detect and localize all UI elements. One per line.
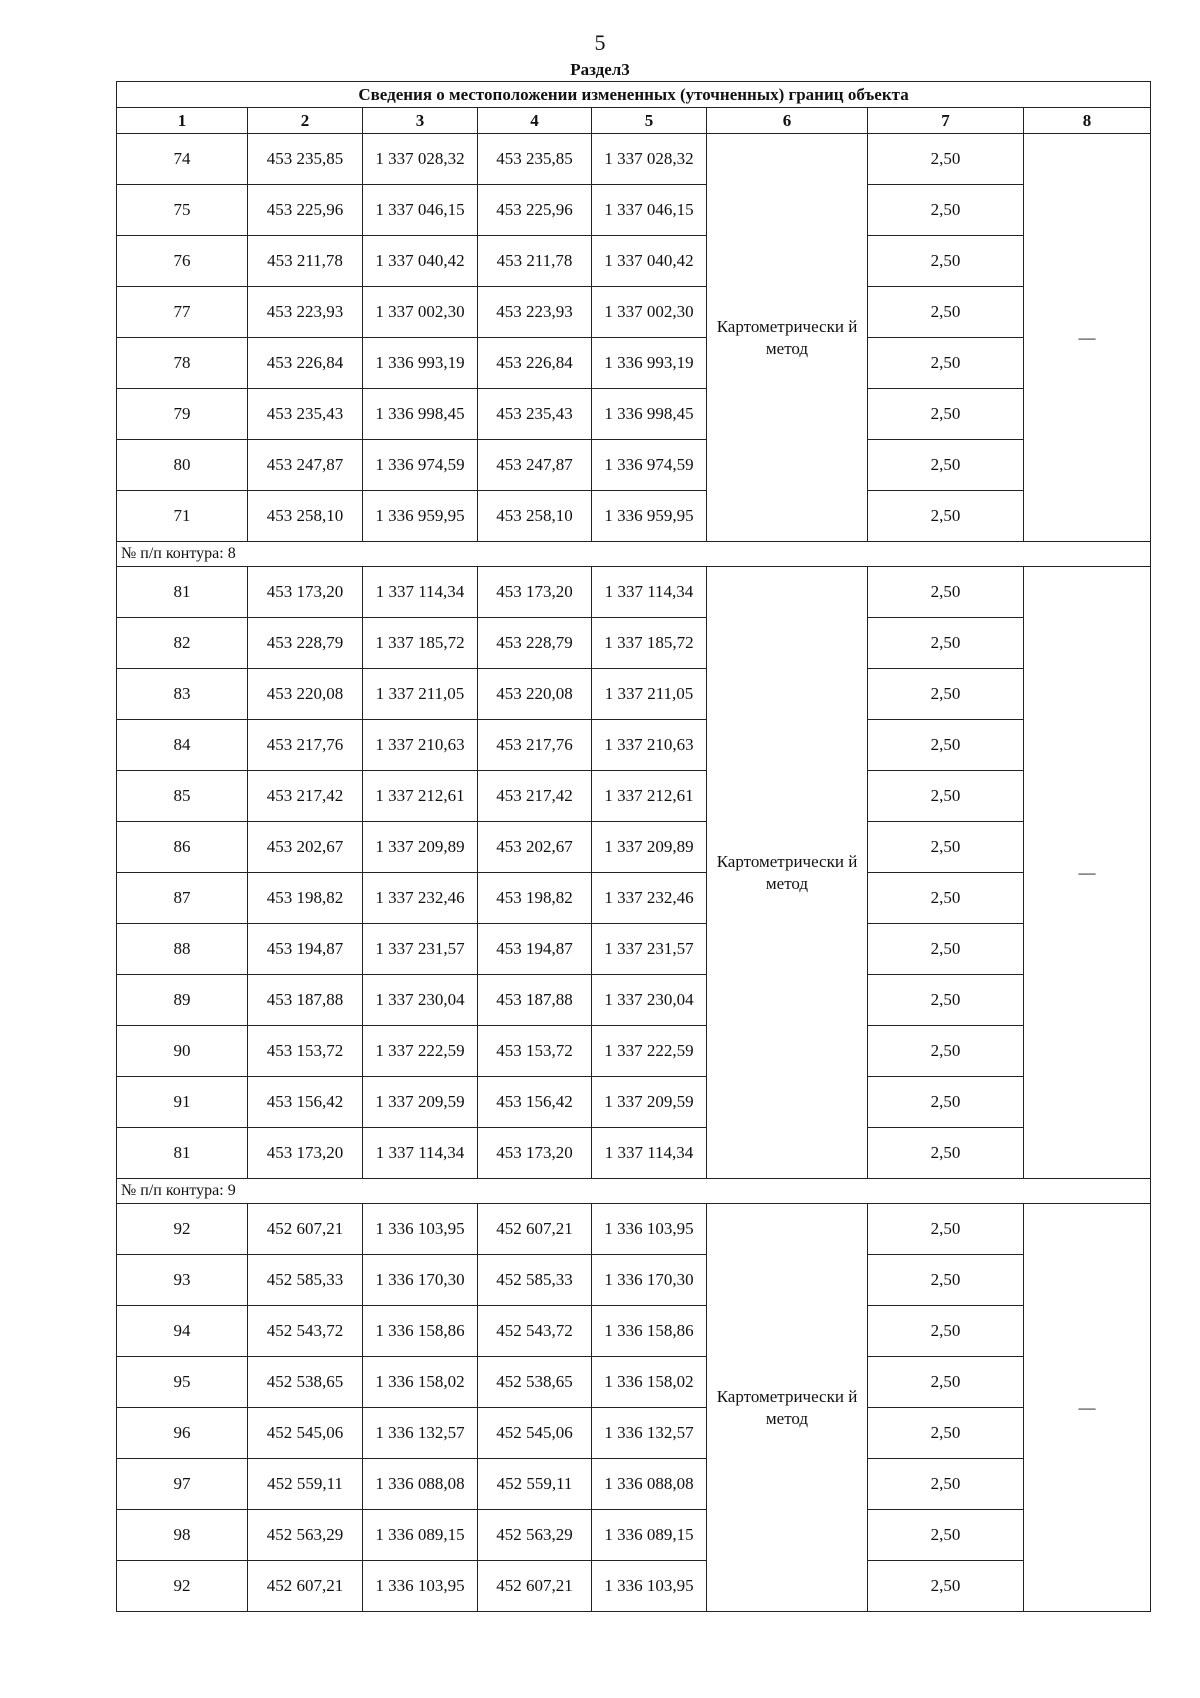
accuracy-cell: 2,50 [868,236,1024,287]
page-number: 5 [594,30,606,55]
y-coordinate-cell: 1 337 230,04 [363,975,478,1026]
accuracy-cell: 2,50 [868,1408,1024,1459]
point-number-cell: 74 [117,134,248,185]
table-row [117,1357,1151,1408]
column-8-dash-cell: — [1024,1204,1151,1612]
y-coordinate-cell: 1 337 040,42 [592,236,707,287]
y-coordinate-cell: 1 337 211,05 [363,669,478,720]
accuracy-cell: 2,50 [868,873,1024,924]
point-number-cell: 90 [117,1026,248,1077]
y-coordinate-cell: 1 336 170,30 [592,1255,707,1306]
table-row [117,491,1151,542]
point-number-cell: 95 [117,1357,248,1408]
x-coordinate-cell: 453 194,87 [248,924,363,975]
y-coordinate-cell: 1 336 088,08 [363,1459,478,1510]
y-coordinate-cell: 1 337 209,59 [363,1077,478,1128]
table-row [117,389,1151,440]
x-coordinate-cell: 453 194,87 [478,924,592,975]
point-number-cell: 81 [117,567,248,618]
point-number-cell: 71 [117,491,248,542]
y-coordinate-cell: 1 336 998,45 [592,389,707,440]
x-coordinate-cell: 453 202,67 [478,822,592,873]
point-number-cell: 96 [117,1408,248,1459]
y-coordinate-cell: 1 337 231,57 [363,924,478,975]
table-row [117,236,1151,287]
y-coordinate-cell: 1 336 089,15 [592,1510,707,1561]
x-coordinate-cell: 453 211,78 [248,236,363,287]
column-number-header: 6 [707,108,868,134]
accuracy-cell: 2,50 [868,1561,1024,1612]
accuracy-cell: 2,50 [868,1026,1024,1077]
table-body [117,134,1151,1612]
y-coordinate-cell: 1 337 232,46 [363,873,478,924]
point-number-cell: 75 [117,185,248,236]
x-coordinate-cell: 452 545,06 [478,1408,592,1459]
y-coordinate-cell: 1 337 210,63 [363,720,478,771]
point-number-cell: 82 [117,618,248,669]
y-coordinate-cell: 1 337 209,59 [592,1077,707,1128]
column-8-dash-cell: — [1024,134,1151,542]
y-coordinate-cell: 1 336 993,19 [363,338,478,389]
point-number-cell: 98 [117,1510,248,1561]
x-coordinate-cell: 453 173,20 [478,567,592,618]
table-row [117,1204,1151,1255]
y-coordinate-cell: 1 337 232,46 [592,873,707,924]
point-number-cell: 81 [117,1128,248,1179]
contour-label: № п/п контура: 8 [117,542,1151,567]
x-coordinate-cell: 453 247,87 [248,440,363,491]
point-number-cell: 79 [117,389,248,440]
column-number-header: 5 [592,108,707,134]
point-number-cell: 85 [117,771,248,822]
table-row [117,618,1151,669]
x-coordinate-cell: 453 225,96 [248,185,363,236]
x-coordinate-cell: 453 173,20 [248,567,363,618]
y-coordinate-cell: 1 337 028,32 [592,134,707,185]
accuracy-cell: 2,50 [868,491,1024,542]
table-row [117,1128,1151,1179]
accuracy-cell: 2,50 [868,1255,1024,1306]
x-coordinate-cell: 453 217,42 [478,771,592,822]
x-coordinate-cell: 452 563,29 [478,1510,592,1561]
contour-label-row [117,1179,1151,1204]
y-coordinate-cell: 1 336 158,02 [363,1357,478,1408]
table-row [117,975,1151,1026]
x-coordinate-cell: 453 228,79 [478,618,592,669]
x-coordinate-cell: 453 217,76 [478,720,592,771]
table-row [117,924,1151,975]
table-row [117,567,1151,618]
table-row [117,669,1151,720]
y-coordinate-cell: 1 337 209,89 [363,822,478,873]
table-row [117,1077,1151,1128]
x-coordinate-cell: 453 211,78 [478,236,592,287]
x-coordinate-cell: 452 607,21 [478,1561,592,1612]
x-coordinate-cell: 453 223,93 [478,287,592,338]
accuracy-cell: 2,50 [868,771,1024,822]
table-row [117,1255,1151,1306]
x-coordinate-cell: 452 559,11 [478,1459,592,1510]
y-coordinate-cell: 1 337 185,72 [592,618,707,669]
y-coordinate-cell: 1 337 114,34 [363,567,478,618]
point-number-cell: 83 [117,669,248,720]
y-coordinate-cell: 1 337 002,30 [592,287,707,338]
point-number-cell: 92 [117,1204,248,1255]
x-coordinate-cell: 453 187,88 [478,975,592,1026]
y-coordinate-cell: 1 337 212,61 [592,771,707,822]
y-coordinate-cell: 1 337 046,15 [363,185,478,236]
x-coordinate-cell: 453 153,72 [248,1026,363,1077]
x-coordinate-cell: 453 235,85 [478,134,592,185]
y-coordinate-cell: 1 337 209,89 [592,822,707,873]
y-coordinate-cell: 1 336 974,59 [592,440,707,491]
column-8-dash-cell: — [1024,567,1151,1179]
table-row [117,1408,1151,1459]
y-coordinate-cell: 1 337 231,57 [592,924,707,975]
y-coordinate-cell: 1 336 998,45 [363,389,478,440]
y-coordinate-cell: 1 337 002,30 [363,287,478,338]
x-coordinate-cell: 452 585,33 [478,1255,592,1306]
x-coordinate-cell: 453 235,43 [478,389,592,440]
accuracy-cell: 2,50 [868,185,1024,236]
y-coordinate-cell: 1 336 170,30 [363,1255,478,1306]
accuracy-cell: 2,50 [868,1077,1024,1128]
accuracy-cell: 2,50 [868,1128,1024,1179]
y-coordinate-cell: 1 336 103,95 [592,1204,707,1255]
table-row [117,1459,1151,1510]
table-row [117,771,1151,822]
x-coordinate-cell: 453 217,42 [248,771,363,822]
x-coordinate-cell: 453 228,79 [248,618,363,669]
x-coordinate-cell: 453 258,10 [478,491,592,542]
y-coordinate-cell: 1 337 046,15 [592,185,707,236]
accuracy-cell: 2,50 [868,1459,1024,1510]
x-coordinate-cell: 453 235,43 [248,389,363,440]
x-coordinate-cell: 453 258,10 [248,491,363,542]
x-coordinate-cell: 453 226,84 [248,338,363,389]
y-coordinate-cell: 1 336 088,08 [592,1459,707,1510]
x-coordinate-cell: 453 220,08 [478,669,592,720]
x-coordinate-cell: 452 559,11 [248,1459,363,1510]
column-number-header: 1 [117,108,248,134]
accuracy-cell: 2,50 [868,567,1024,618]
table-row [117,338,1151,389]
point-number-cell: 94 [117,1306,248,1357]
point-number-cell: 87 [117,873,248,924]
y-coordinate-cell: 1 337 212,61 [363,771,478,822]
point-number-cell: 89 [117,975,248,1026]
y-coordinate-cell: 1 337 114,34 [363,1128,478,1179]
x-coordinate-cell: 453 198,82 [478,873,592,924]
table-row [117,1306,1151,1357]
y-coordinate-cell: 1 336 132,57 [592,1408,707,1459]
x-coordinate-cell: 452 607,21 [478,1204,592,1255]
y-coordinate-cell: 1 337 222,59 [592,1026,707,1077]
x-coordinate-cell: 453 220,08 [248,669,363,720]
accuracy-cell: 2,50 [868,618,1024,669]
y-coordinate-cell: 1 336 132,57 [363,1408,478,1459]
point-number-cell: 86 [117,822,248,873]
y-coordinate-cell: 1 336 974,59 [363,440,478,491]
column-number-header: 4 [478,108,592,134]
y-coordinate-cell: 1 336 158,86 [363,1306,478,1357]
y-coordinate-cell: 1 336 959,95 [363,491,478,542]
y-coordinate-cell: 1 337 210,63 [592,720,707,771]
y-coordinate-cell: 1 337 185,72 [363,618,478,669]
section-title: Раздел3 [570,60,630,79]
point-number-cell: 97 [117,1459,248,1510]
contour-label-row [117,542,1151,567]
y-coordinate-cell: 1 337 211,05 [592,669,707,720]
x-coordinate-cell: 452 585,33 [248,1255,363,1306]
y-coordinate-cell: 1 336 993,19 [592,338,707,389]
accuracy-cell: 2,50 [868,1510,1024,1561]
y-coordinate-cell: 1 336 103,95 [363,1561,478,1612]
x-coordinate-cell: 453 153,72 [478,1026,592,1077]
accuracy-cell: 2,50 [868,822,1024,873]
table-row [117,1510,1151,1561]
x-coordinate-cell: 453 173,20 [478,1128,592,1179]
x-coordinate-cell: 452 538,65 [248,1357,363,1408]
table-row [117,1561,1151,1612]
x-coordinate-cell: 453 226,84 [478,338,592,389]
point-number-cell: 93 [117,1255,248,1306]
x-coordinate-cell: 453 198,82 [248,873,363,924]
column-number-header: 7 [868,108,1024,134]
y-coordinate-cell: 1 337 040,42 [363,236,478,287]
contour-label: № п/п контура: 9 [117,1179,1151,1204]
point-number-cell: 77 [117,287,248,338]
point-number-cell: 92 [117,1561,248,1612]
y-coordinate-cell: 1 337 114,34 [592,1128,707,1179]
x-coordinate-cell: 453 217,76 [248,720,363,771]
point-number-cell: 78 [117,338,248,389]
accuracy-cell: 2,50 [868,1357,1024,1408]
point-number-cell: 84 [117,720,248,771]
accuracy-cell: 2,50 [868,975,1024,1026]
method-cell: Картометрически й метод [707,134,868,542]
x-coordinate-cell: 453 225,96 [478,185,592,236]
accuracy-cell: 2,50 [868,287,1024,338]
boundary-coordinates-table [116,81,1151,1612]
table-row [117,185,1151,236]
accuracy-cell: 2,50 [868,1204,1024,1255]
x-coordinate-cell: 453 247,87 [478,440,592,491]
x-coordinate-cell: 453 235,85 [248,134,363,185]
y-coordinate-cell: 1 336 089,15 [363,1510,478,1561]
x-coordinate-cell: 452 607,21 [248,1204,363,1255]
x-coordinate-cell: 452 563,29 [248,1510,363,1561]
y-coordinate-cell: 1 337 222,59 [363,1026,478,1077]
table-row [117,873,1151,924]
accuracy-cell: 2,50 [868,134,1024,185]
y-coordinate-cell: 1 337 114,34 [592,567,707,618]
y-coordinate-cell: 1 336 103,95 [592,1561,707,1612]
x-coordinate-cell: 453 187,88 [248,975,363,1026]
table-row [117,287,1151,338]
y-coordinate-cell: 1 336 158,86 [592,1306,707,1357]
method-cell: Картометрически й метод [707,1204,868,1612]
x-coordinate-cell: 452 543,72 [248,1306,363,1357]
y-coordinate-cell: 1 337 028,32 [363,134,478,185]
x-coordinate-cell: 452 545,06 [248,1408,363,1459]
table-caption: Сведения о местоположении измененных (уточненных) границ объекта [117,82,1151,108]
x-coordinate-cell: 452 543,72 [478,1306,592,1357]
table-row [117,720,1151,771]
y-coordinate-cell: 1 336 158,02 [592,1357,707,1408]
point-number-cell: 91 [117,1077,248,1128]
x-coordinate-cell: 452 538,65 [478,1357,592,1408]
accuracy-cell: 2,50 [868,440,1024,491]
x-coordinate-cell: 453 156,42 [248,1077,363,1128]
accuracy-cell: 2,50 [868,338,1024,389]
point-number-cell: 88 [117,924,248,975]
y-coordinate-cell: 1 336 959,95 [592,491,707,542]
table-row [117,440,1151,491]
table-row [117,134,1151,185]
x-coordinate-cell: 453 202,67 [248,822,363,873]
point-number-cell: 80 [117,440,248,491]
y-coordinate-cell: 1 336 103,95 [363,1204,478,1255]
accuracy-cell: 2,50 [868,669,1024,720]
table-row [117,822,1151,873]
x-coordinate-cell: 452 607,21 [248,1561,363,1612]
column-number-header: 2 [248,108,363,134]
x-coordinate-cell: 453 223,93 [248,287,363,338]
x-coordinate-cell: 453 156,42 [478,1077,592,1128]
y-coordinate-cell: 1 337 230,04 [592,975,707,1026]
table-row [117,1026,1151,1077]
accuracy-cell: 2,50 [868,389,1024,440]
accuracy-cell: 2,50 [868,720,1024,771]
column-number-header: 3 [363,108,478,134]
x-coordinate-cell: 453 173,20 [248,1128,363,1179]
method-cell: Картометрически й метод [707,567,868,1179]
column-number-header: 8 [1024,108,1151,134]
point-number-cell: 76 [117,236,248,287]
accuracy-cell: 2,50 [868,1306,1024,1357]
accuracy-cell: 2,50 [868,924,1024,975]
